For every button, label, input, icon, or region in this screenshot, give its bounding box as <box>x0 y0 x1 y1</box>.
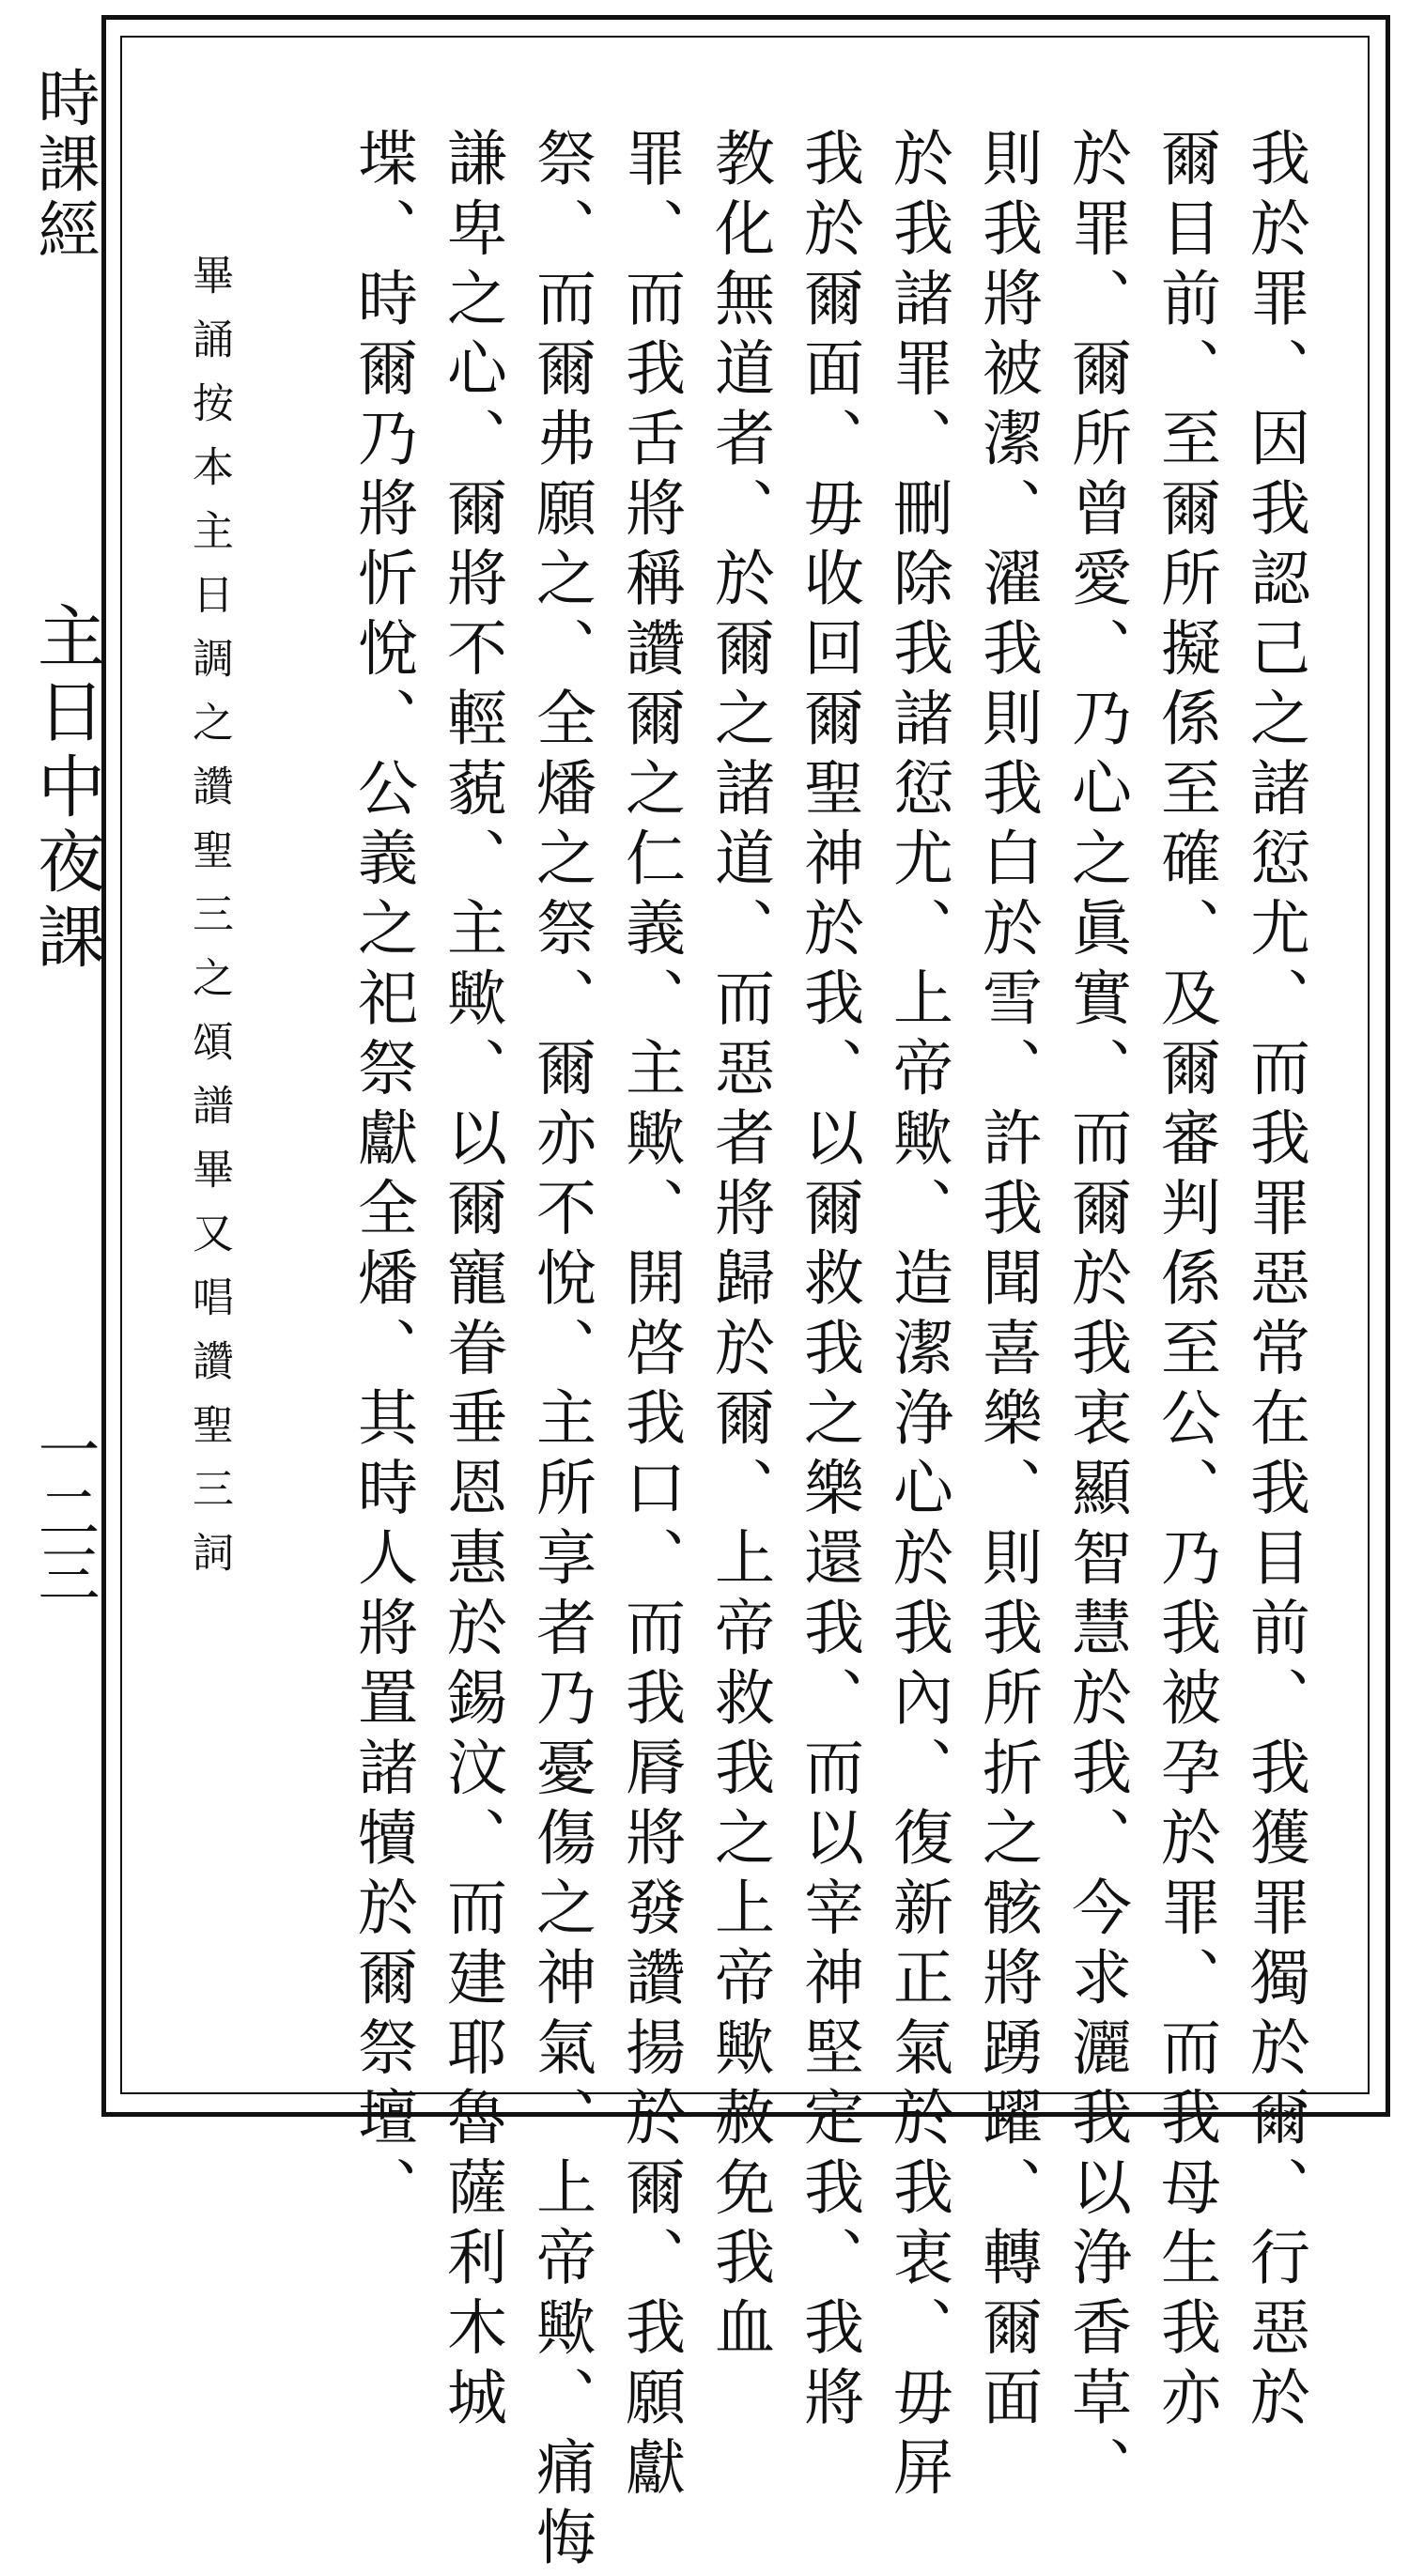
text-column-1: 我於罪、因我認己之諸愆尤、而我罪惡常在我目前、我獲罪獨於爾、行惡於 <box>1240 127 1309 2436</box>
text-column-8: 罪、而我舌將稱讚爾之仁義、主歟、開啓我口、而我脣將發讚揚於爾、我願獻 <box>615 127 685 2506</box>
text-column-7: 教化無道者、於爾之諸道、而惡者將歸於爾、上帝救我之上帝歟赦免我血 <box>704 127 774 2366</box>
section-title: 主日中夜課 <box>26 601 105 977</box>
rubric-note: 畢誦按本主日調之讚聖三之頌譜畢又唱讚聖三詞 <box>185 254 233 1595</box>
text-column-2: 爾目前、至爾所擬係至確、及爾審判係至公、乃我被孕於罪、而我母生我亦 <box>1151 127 1220 2436</box>
book-title: 時課經 <box>27 66 100 263</box>
text-column-5: 於我諸罪、刪除我諸愆尤、上帝歟、造潔浄心於我內、復新正氣於我衷、毋屏 <box>883 127 952 2506</box>
page-number: 一二三 <box>27 1418 100 1604</box>
text-column-11: 堞、時爾乃將忻悅、公義之祀祭獻全燔、其時人將置諸犢於爾祭壇、 <box>348 127 417 2226</box>
text-column-6: 我於爾面、毋收回爾聖神於我、以爾救我之樂還我、而以宰神堅定我、我將 <box>794 127 863 2436</box>
text-column-3: 於罪、爾所曾愛、乃心之眞實、而爾於我衷顯智慧於我、今求灑我以浄香草、 <box>1061 127 1131 2506</box>
text-column-9: 祭、而爾弗願之、全燔之祭、爾亦不悅、主所享者乃憂傷之神氣、上帝歟、痛悔 <box>526 127 596 2576</box>
text-column-10: 謙卑之心、爾將不輕藐、主歟、以爾寵眷垂恩惠於錫汶、而建耶魯薩利木城 <box>437 127 506 2436</box>
text-column-4: 則我將被潔、濯我則我白於雪、許我聞喜樂、則我所折之骸將踴躍、轉爾面 <box>972 127 1042 2436</box>
